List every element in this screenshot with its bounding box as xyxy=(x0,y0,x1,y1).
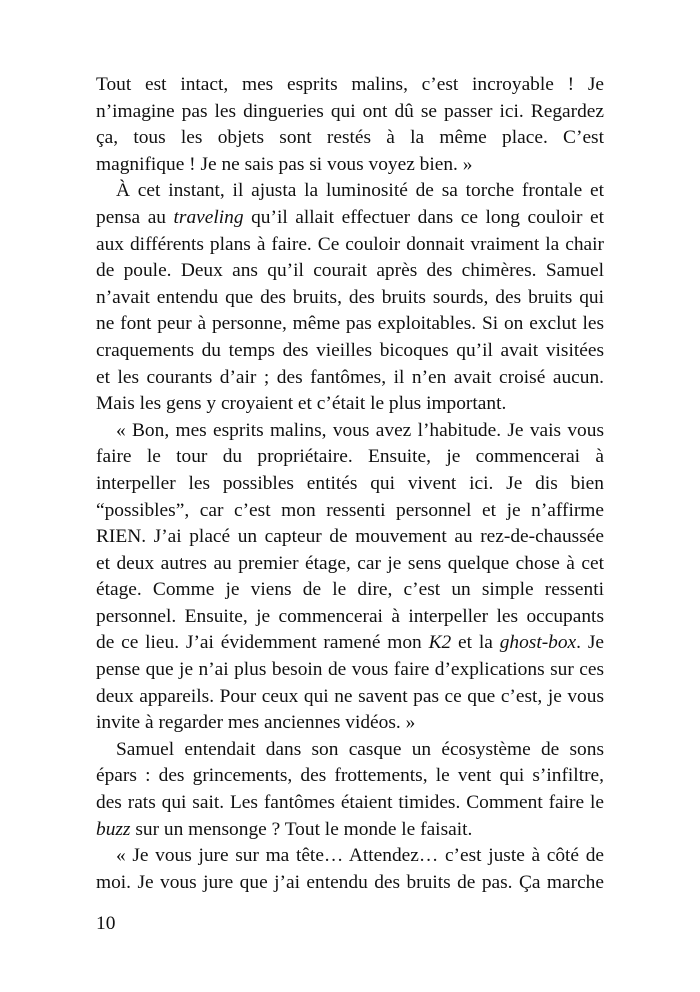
text-line: « Bon, mes esprits malins, vous avez l’habitude. Je vais vous xyxy=(116,419,604,441)
line-segment: . Je xyxy=(576,632,604,654)
text-line: moi. Je vous jure que j’ai entendu des bruits de pas. Ça marche xyxy=(96,871,604,893)
italic-term: ghost-box xyxy=(499,632,577,654)
paragraph xyxy=(96,843,604,896)
text-line: craquements du temps des vieilles bicoques qu’il avait visitées xyxy=(96,339,604,361)
text-line: Samuel entendait dans son casque un écosystème de sons xyxy=(116,738,604,760)
text-line: étage. Comme je viens de le dire, c’est un simple ressenti xyxy=(96,579,604,601)
text-line: faire le tour du propriétaire. Ensuite, je commencerai à xyxy=(96,446,604,468)
italic-term: K2 xyxy=(428,632,452,654)
text-line: n’imagine pas les dingueries qui ont dû se passer ici. Regardez xyxy=(96,100,604,122)
line-segment: pensa au xyxy=(96,206,174,228)
text-line: À cet instant, il ajusta la luminosité de sa torche frontale et xyxy=(116,180,604,202)
text-line xyxy=(96,205,604,232)
text-line: épars : des grincements, des frottements, le vent qui s’infiltre, xyxy=(96,765,604,787)
text-line: Mais les gens y croyaient et c’était le plus important. xyxy=(96,393,507,415)
text-line xyxy=(96,817,604,844)
line-segment: de ce lieu. J’ai évidemment ramené mon xyxy=(96,632,429,654)
text-line: et deux autres au premier étage, car je sens quelque chose à cet xyxy=(96,552,604,574)
text-line: interpeller les possibles entités qui vivent ici. Je dis bien xyxy=(96,472,604,494)
text-line: « Je vous jure sur ma tête… Attendez… c’est juste à côté de xyxy=(116,845,604,867)
page-number: 10 xyxy=(96,913,116,934)
paragraph xyxy=(96,737,604,843)
line-segment: et la xyxy=(451,632,500,654)
paragraph xyxy=(96,418,604,737)
text-line: des rats qui sait. Les fantômes étaient timides. Comment faire le xyxy=(96,792,604,814)
text-line: ne font peur à personne, même pas exploitables. Si on exclut les xyxy=(96,313,604,335)
italic-term: traveling xyxy=(173,206,244,228)
paragraph xyxy=(96,178,604,417)
text-line: Tout est intact, mes esprits malins, c’est incroyable ! Je xyxy=(96,74,604,95)
text-line: n’avait entendu que des bruits, des bruits sourds, des bruits qui xyxy=(96,286,604,308)
italic-term: buzz xyxy=(96,818,131,840)
line-segment: sur un mensonge ? Tout le monde le faisait. xyxy=(130,818,473,840)
paragraph xyxy=(96,72,604,178)
text-line: RIEN. J’ai placé un capteur de mouvement au rez-de-chaussée xyxy=(96,526,604,548)
text-line xyxy=(96,630,604,657)
text-line: aux différents plans à faire. Ce couloir donnait vraiment la chair xyxy=(96,233,604,255)
line-segment: qu’il allait effectuer dans ce long couloir et xyxy=(243,206,604,228)
text-line: et les courants d’air ; des fantômes, il n’en avait croisé aucun. xyxy=(96,366,604,388)
text-line: “possibles”, car c’est mon ressenti personnel et je n’affirme xyxy=(96,499,604,521)
text-line: ça, tous les objets sont restés à la même place. C’est xyxy=(96,127,604,149)
text-line: invite à regarder mes anciennes vidéos. » xyxy=(96,712,416,734)
text-line: personnel. Ensuite, je commencerai à interpeller les occupants xyxy=(96,605,604,627)
body-text xyxy=(96,72,604,896)
text-line: magnifique ! Je ne sais pas si vous voyez bien. » xyxy=(96,153,473,175)
text-line: pense que je n’ai plus besoin de vous faire d’explications sur ces xyxy=(96,659,604,681)
text-line: de poule. Deux ans qu’il courait après des chimères. Samuel xyxy=(96,260,604,282)
text-line: deux appareils. Pour ceux qui ne savent pas ce que c’est, je vous xyxy=(96,685,604,707)
